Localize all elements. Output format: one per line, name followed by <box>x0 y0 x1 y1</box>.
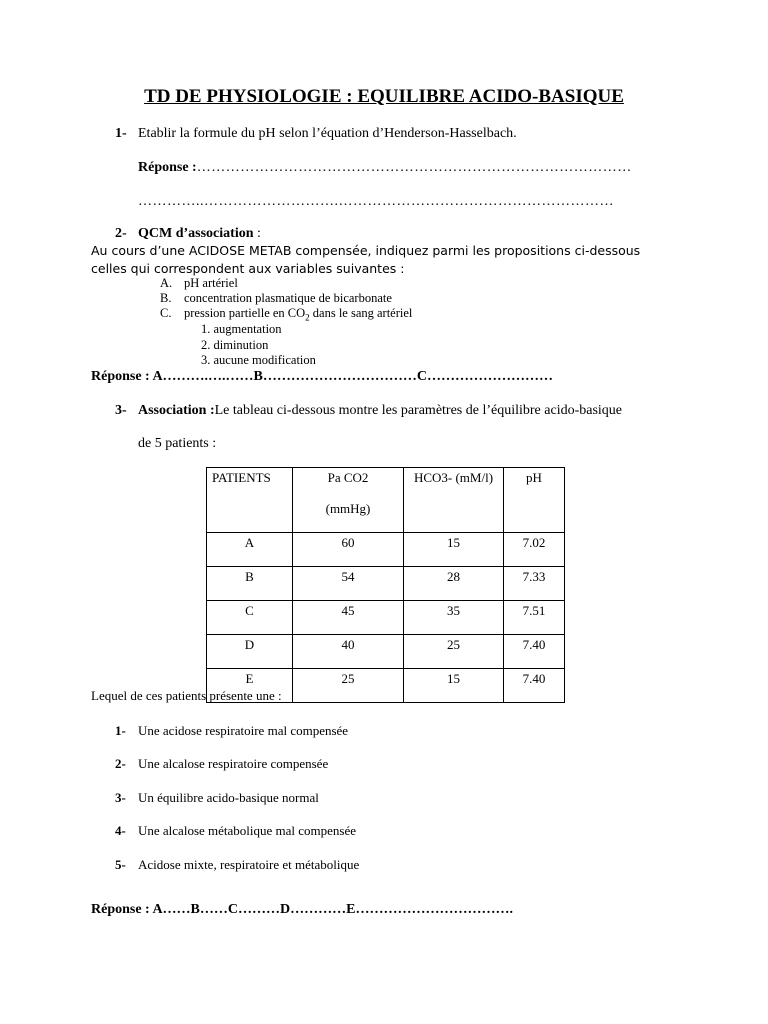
sub-option-2: 2. diminution <box>201 338 269 352</box>
qcm-intro-line-2: celles qui correspondent aux variables suivantes : <box>91 261 405 276</box>
header-paco2-unit: (mmHg) <box>325 501 371 516</box>
header-ph: pH <box>504 468 565 533</box>
answer-dots: …………..……………………….………………………………………………… <box>138 194 614 209</box>
question-heading: QCM d’association <box>138 226 254 241</box>
option-b <box>160 291 392 306</box>
question-2 <box>115 226 261 242</box>
item-text: Une alcalose respiratoire compensée <box>138 756 329 771</box>
item-number: 4- <box>115 823 126 838</box>
cell-hco3: 35 <box>404 601 504 635</box>
option-a <box>160 276 238 291</box>
question-text: Etablir la formule du pH selon l’équation d’Henderson-Hasselbach. <box>138 126 517 141</box>
option-text: pH artériel <box>184 276 238 290</box>
header-paco2 <box>293 468 404 533</box>
option-text: pression partielle en CO <box>184 306 306 320</box>
table-row <box>207 601 565 635</box>
list-item <box>115 790 319 806</box>
option-c <box>160 306 412 323</box>
question-3 <box>115 403 622 419</box>
item-number: 2- <box>115 756 126 771</box>
header-patients: PATIENTS <box>207 468 293 533</box>
qcm-intro-line-1: Au cours d’une ACIDOSE METAB compensée, indiquez parmi les propositions ci-dessous <box>91 243 641 258</box>
qcm-reponse: Réponse : A……….….……B……………………………C……………………… <box>91 369 554 384</box>
item-text: Une alcalose métabolique mal compensée <box>138 823 357 838</box>
list-item <box>115 723 348 739</box>
page-title: TD DE PHYSIOLOGIE : EQUILIBRE ACIDO-BASIQUE <box>144 86 624 107</box>
item-number: 5- <box>115 857 126 872</box>
question-number: 3- <box>115 403 127 418</box>
list-item <box>115 823 356 839</box>
question-number: 2- <box>115 226 127 241</box>
item-text: Une acidose respiratoire mal compensée <box>138 723 349 738</box>
cell-patient: B <box>207 567 293 601</box>
cell-hco3: 28 <box>404 567 504 601</box>
list-item <box>115 756 328 772</box>
question-text: Le tableau ci-dessous montre les paramètres de l’équilibre acido-basique <box>214 403 623 418</box>
option-text-tail: dans le sang artériel <box>309 306 413 320</box>
cell-patient: A <box>207 533 293 567</box>
sub-option-3: 3. aucune modification <box>201 353 316 367</box>
cell-patient: C <box>207 601 293 635</box>
answer-line-1 <box>138 160 632 176</box>
cell-ph: 7.40 <box>504 635 565 669</box>
question-heading: Association : <box>138 403 215 418</box>
sub-option-1: 1. augmentation <box>201 322 282 336</box>
heading-colon: : <box>253 226 261 241</box>
cell-paco2: 60 <box>293 533 404 567</box>
cell-paco2: 45 <box>293 601 404 635</box>
patients-question: Lequel de ces patients présente une : <box>91 688 282 703</box>
option-letter: A. <box>160 276 173 290</box>
cell-paco2: 54 <box>293 567 404 601</box>
question-number: 1- <box>115 126 127 141</box>
option-text: concentration plasmatique de bicarbonate <box>184 291 392 305</box>
table-row <box>207 533 565 567</box>
cell-hco3: 25 <box>404 635 504 669</box>
item-text: Un équilibre acido-basique normal <box>138 790 319 805</box>
patients-table <box>206 467 565 703</box>
item-text: Acidose mixte, respiratoire et métabolique <box>138 857 360 872</box>
reponse-label: Réponse : <box>138 160 197 175</box>
cell-ph: 7.33 <box>504 567 565 601</box>
header-hco3: HCO3- (mM/l) <box>404 468 504 533</box>
cell-ph: 7.51 <box>504 601 565 635</box>
cell-patient: D <box>207 635 293 669</box>
table-header-row <box>207 468 565 533</box>
cell-hco3: 15 <box>404 533 504 567</box>
cell-paco2: 25 <box>293 669 404 703</box>
item-number: 3- <box>115 790 126 805</box>
option-subscript: 2 <box>305 312 310 323</box>
option-letter: C. <box>160 306 172 320</box>
answer-line-2 <box>138 194 614 210</box>
option-letter: B. <box>160 291 172 305</box>
association-reponse: Réponse : A……B……C………D…………E……………………………. <box>91 902 513 917</box>
question-1 <box>115 126 517 142</box>
cell-paco2: 40 <box>293 635 404 669</box>
cell-ph: 7.40 <box>504 669 565 703</box>
item-number: 1- <box>115 723 126 738</box>
cell-hco3: 15 <box>404 669 504 703</box>
table-row <box>207 567 565 601</box>
header-paco2-label: Pa CO2 <box>327 470 369 485</box>
cell-patient: E <box>207 669 293 703</box>
list-item <box>115 857 359 873</box>
cell-ph: 7.02 <box>504 533 565 567</box>
table-row <box>207 635 565 669</box>
question-text-2: de 5 patients : <box>138 436 217 451</box>
answer-dots: ……………………………………………………………………………… <box>196 160 632 175</box>
